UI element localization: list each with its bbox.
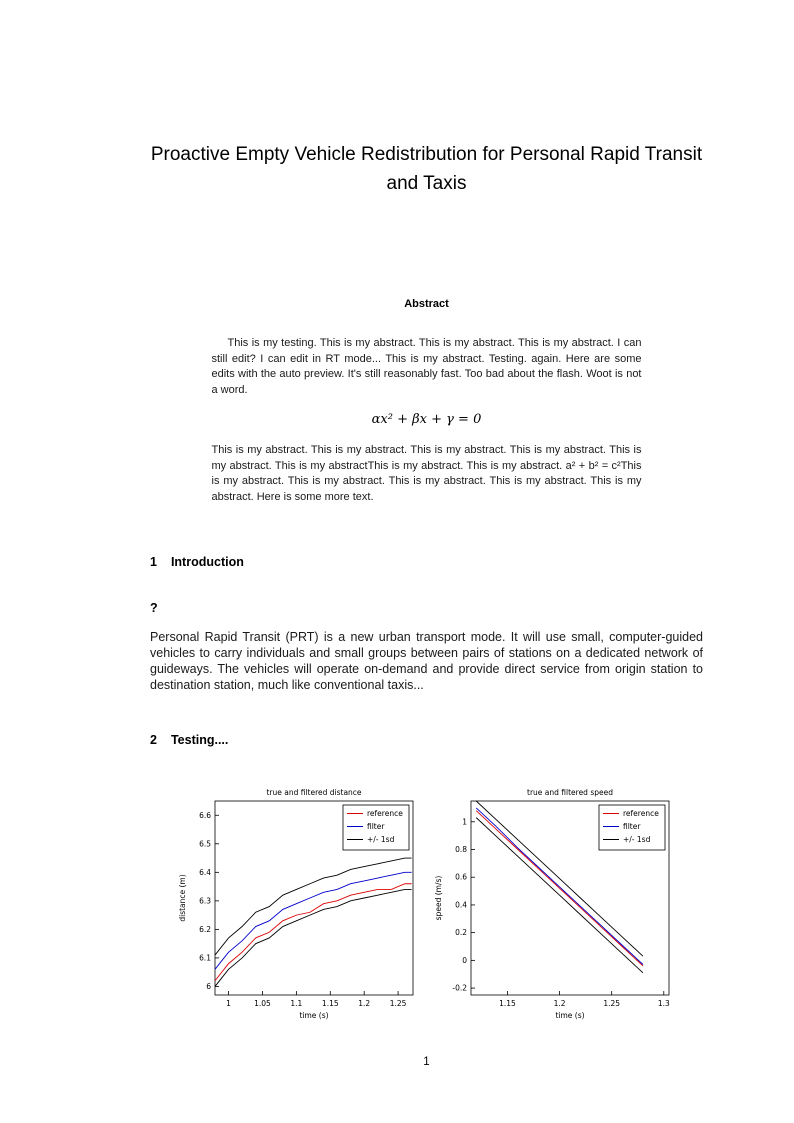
figures-row — [150, 785, 703, 1025]
abstract-heading: Abstract — [404, 298, 449, 310]
svg-text:0.8: 0.8 — [454, 845, 467, 854]
section-heading-testing — [150, 733, 703, 747]
svg-text:filter: filter — [622, 822, 640, 831]
svg-text:1: 1 — [225, 999, 231, 1008]
svg-text:6.1: 6.1 — [198, 953, 211, 963]
svg-text:filter: filter — [366, 822, 384, 831]
svg-text:6.4: 6.4 — [198, 867, 211, 877]
section-heading-introduction — [150, 555, 703, 569]
svg-text:0: 0 — [461, 955, 467, 965]
svg-text:0.6: 0.6 — [454, 872, 467, 882]
svg-text:1.3: 1.3 — [657, 999, 670, 1008]
svg-text:6.2: 6.2 — [198, 924, 211, 934]
abstract-paragraph-1: This is my testing. This is my abstract. This is my abstract. This is my abstract. I can still edit? I can edit in RT mode... This is my abstract. Testing. again. Here are some edits with the auto preview. It's still reasonably fast. Too bad about the flash. Woot is not a word. — [211, 337, 642, 396]
svg-text:1.25: 1.25 — [602, 999, 620, 1008]
paper-title: Proactive Empty Vehicle Redistribution for Personal Rapid Transit and Taxis — [150, 144, 703, 194]
svg-text:1.2: 1.2 — [357, 999, 370, 1008]
intro-paragraph: Personal Rapid Transit (PRT) is a new urban transport mode. It will use small, computer-guided vehicles to carry individuals and small groups between pairs of stations on a dedicated network of guideways. The vehicles will operate on-demand and provide direct service from origin station to destination station, much like conventional taxis... — [150, 630, 703, 692]
svg-text:speed (m/s): speed (m/s) — [433, 875, 443, 921]
svg-text:1.15: 1.15 — [498, 999, 516, 1008]
section-2-number: 2 — [150, 733, 157, 747]
svg-text:-0.2: -0.2 — [451, 983, 467, 993]
svg-text:time (s): time (s) — [298, 1011, 329, 1020]
svg-text:+/- 1sd: +/- 1sd — [622, 835, 650, 844]
intro-question-mark: ? — [150, 601, 158, 615]
speed-chart-figure — [431, 785, 679, 1025]
svg-text:1.25: 1.25 — [389, 999, 406, 1008]
svg-text:0.2: 0.2 — [454, 928, 467, 938]
svg-text:6.5: 6.5 — [198, 839, 211, 849]
svg-text:distance (m): distance (m) — [177, 874, 187, 922]
svg-text:1.15: 1.15 — [321, 999, 339, 1008]
svg-text:1.1: 1.1 — [289, 999, 302, 1008]
section-2-title: Testing.... — [170, 733, 229, 747]
svg-text:0.4: 0.4 — [454, 900, 467, 910]
chart-svg — [175, 785, 423, 1025]
section-1-number: 1 — [150, 555, 157, 569]
svg-text:6.6: 6.6 — [198, 810, 211, 820]
svg-text:true and filtered speed: true and filtered speed — [526, 788, 613, 797]
svg-text:true and filtered distance: true and filtered distance — [265, 788, 362, 797]
distance-chart-figure — [175, 785, 423, 1025]
chart-svg — [431, 785, 679, 1025]
svg-text:reference: reference — [622, 809, 659, 818]
display-equation: αx² + βx + γ = 0 — [371, 412, 482, 427]
paper-content — [150, 0, 703, 1025]
svg-text:1: 1 — [461, 817, 467, 827]
abstract-paragraph-2: This is my abstract. This is my abstract. This is my abstract. This is my abstract. This is my abstract. This is my abstractThis is my abstract. This is my abstract. a² + b² = c²This is my abstract. This is my abstract. This is my abstract. This is my abstract. This is my abstract. Here is some more text. — [211, 444, 642, 503]
svg-text:6.3: 6.3 — [198, 896, 211, 906]
section-1-title: Introduction — [170, 555, 244, 569]
svg-text:+/- 1sd: +/- 1sd — [366, 835, 394, 844]
page-number: 1 — [423, 1056, 430, 1068]
svg-text:reference: reference — [366, 809, 403, 818]
svg-text:1.2: 1.2 — [553, 999, 566, 1008]
svg-text:1.05: 1.05 — [253, 999, 271, 1008]
svg-text:6: 6 — [205, 981, 211, 991]
svg-text:time (s): time (s) — [554, 1011, 585, 1020]
